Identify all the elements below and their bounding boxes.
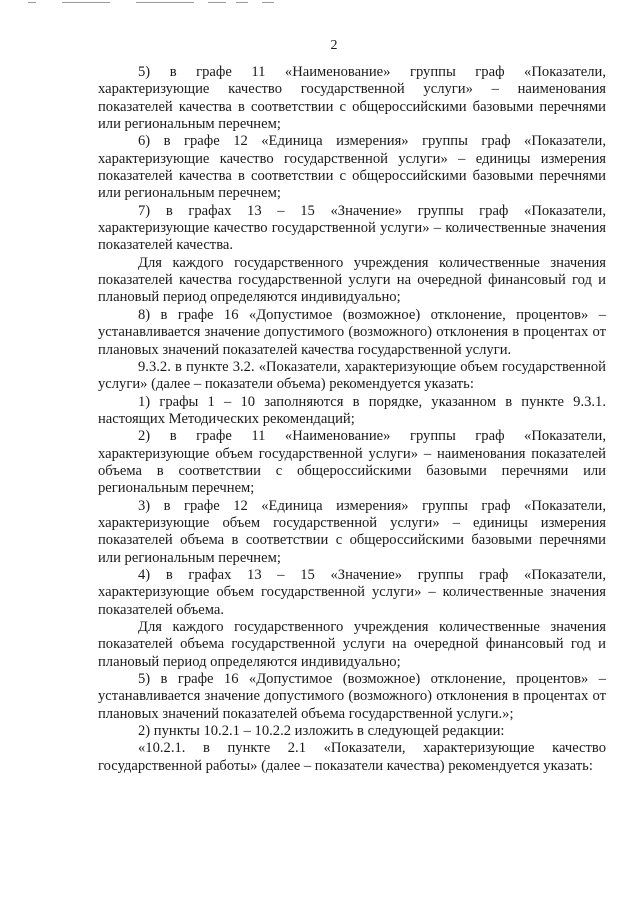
paragraph: 6) в графе 12 «Единица измерения» группы граф «Показатели, характеризующие качество государственной услуги» – единицы измерения показателей качества в соответствии с общероссийскими базовыми перечнями или региональным перечнем;	[98, 133, 606, 202]
paragraph: Для каждого государственного учреждения количественные значения показателей качества государственной услуги на очередной финансовый год и плановый период определяются индивидуально;	[98, 254, 606, 306]
paragraph: 8) в графе 16 «Допустимое (возможное) отклонение, процентов» – устанавливается значение допустимого (возможного) отклонения в процентах от плановых значений показателей качества государственной услуги.	[98, 306, 606, 358]
paragraph: «10.2.1. в пункте 2.1 «Показатели, характеризующие качество государственной работы» (далее – показатели качества) рекомендуется указать:	[98, 740, 606, 774]
paragraph: 5) в графе 11 «Наименование» группы граф «Показатели, характеризующие качество государственной услуги» – наименования показателей качества в соответствии с общероссийскими базовыми перечнями или региональным перечнем;	[98, 64, 606, 133]
scan-artifact	[0, 0, 640, 6]
document-body	[98, 64, 606, 775]
paragraph: 3) в графе 12 «Единица измерения» группы граф «Показатели, характеризующие объем государственной услуги» – единицы измерения показателей объема в соответствии с общероссийскими базовыми перечнями или региональным перечнем;	[98, 497, 606, 566]
paragraph: 2) пункты 10.2.1 – 10.2.2 изложить в следующей редакции:	[138, 723, 505, 740]
page-number: 2	[330, 38, 338, 53]
paragraph: 4) в графах 13 – 15 «Значение» группы граф «Показатели, характеризующие объем государственной услуги» – количественные значения показателей объема.	[98, 566, 606, 618]
paragraph: 1) графы 1 – 10 заполняются в порядке, указанном в пункте 9.3.1. настоящих Методических рекомендаций;	[98, 393, 606, 427]
paragraph: 7) в графах 13 – 15 «Значение» группы граф «Показатели, характеризующие качество государственной услуги» – количественные значения показателей качества.	[98, 202, 606, 254]
paragraph: 2) в графе 11 «Наименование» группы граф «Показатели, характеризующие объем государственной услуги» – наименования показателей объема в соответствии с общероссийскими базовыми перечнями или региональным перечнем;	[98, 428, 606, 497]
paragraph: 9.3.2. в пункте 3.2. «Показатели, характеризующие объем государственной услуги» (далее – показатели объема) рекомендуется указать:	[98, 358, 606, 393]
paragraph: 5) в графе 16 «Допустимое (возможное) отклонение, процентов» – устанавливается значение допустимого (возможного) отклонения в процентах от плановых значений показателей объема государственной услуги.»;	[98, 671, 606, 722]
paragraph: Для каждого государственного учреждения количественные значения показателей объема государственной услуги на очередной финансовый год и плановый период определяются индивидуально;	[98, 619, 606, 670]
